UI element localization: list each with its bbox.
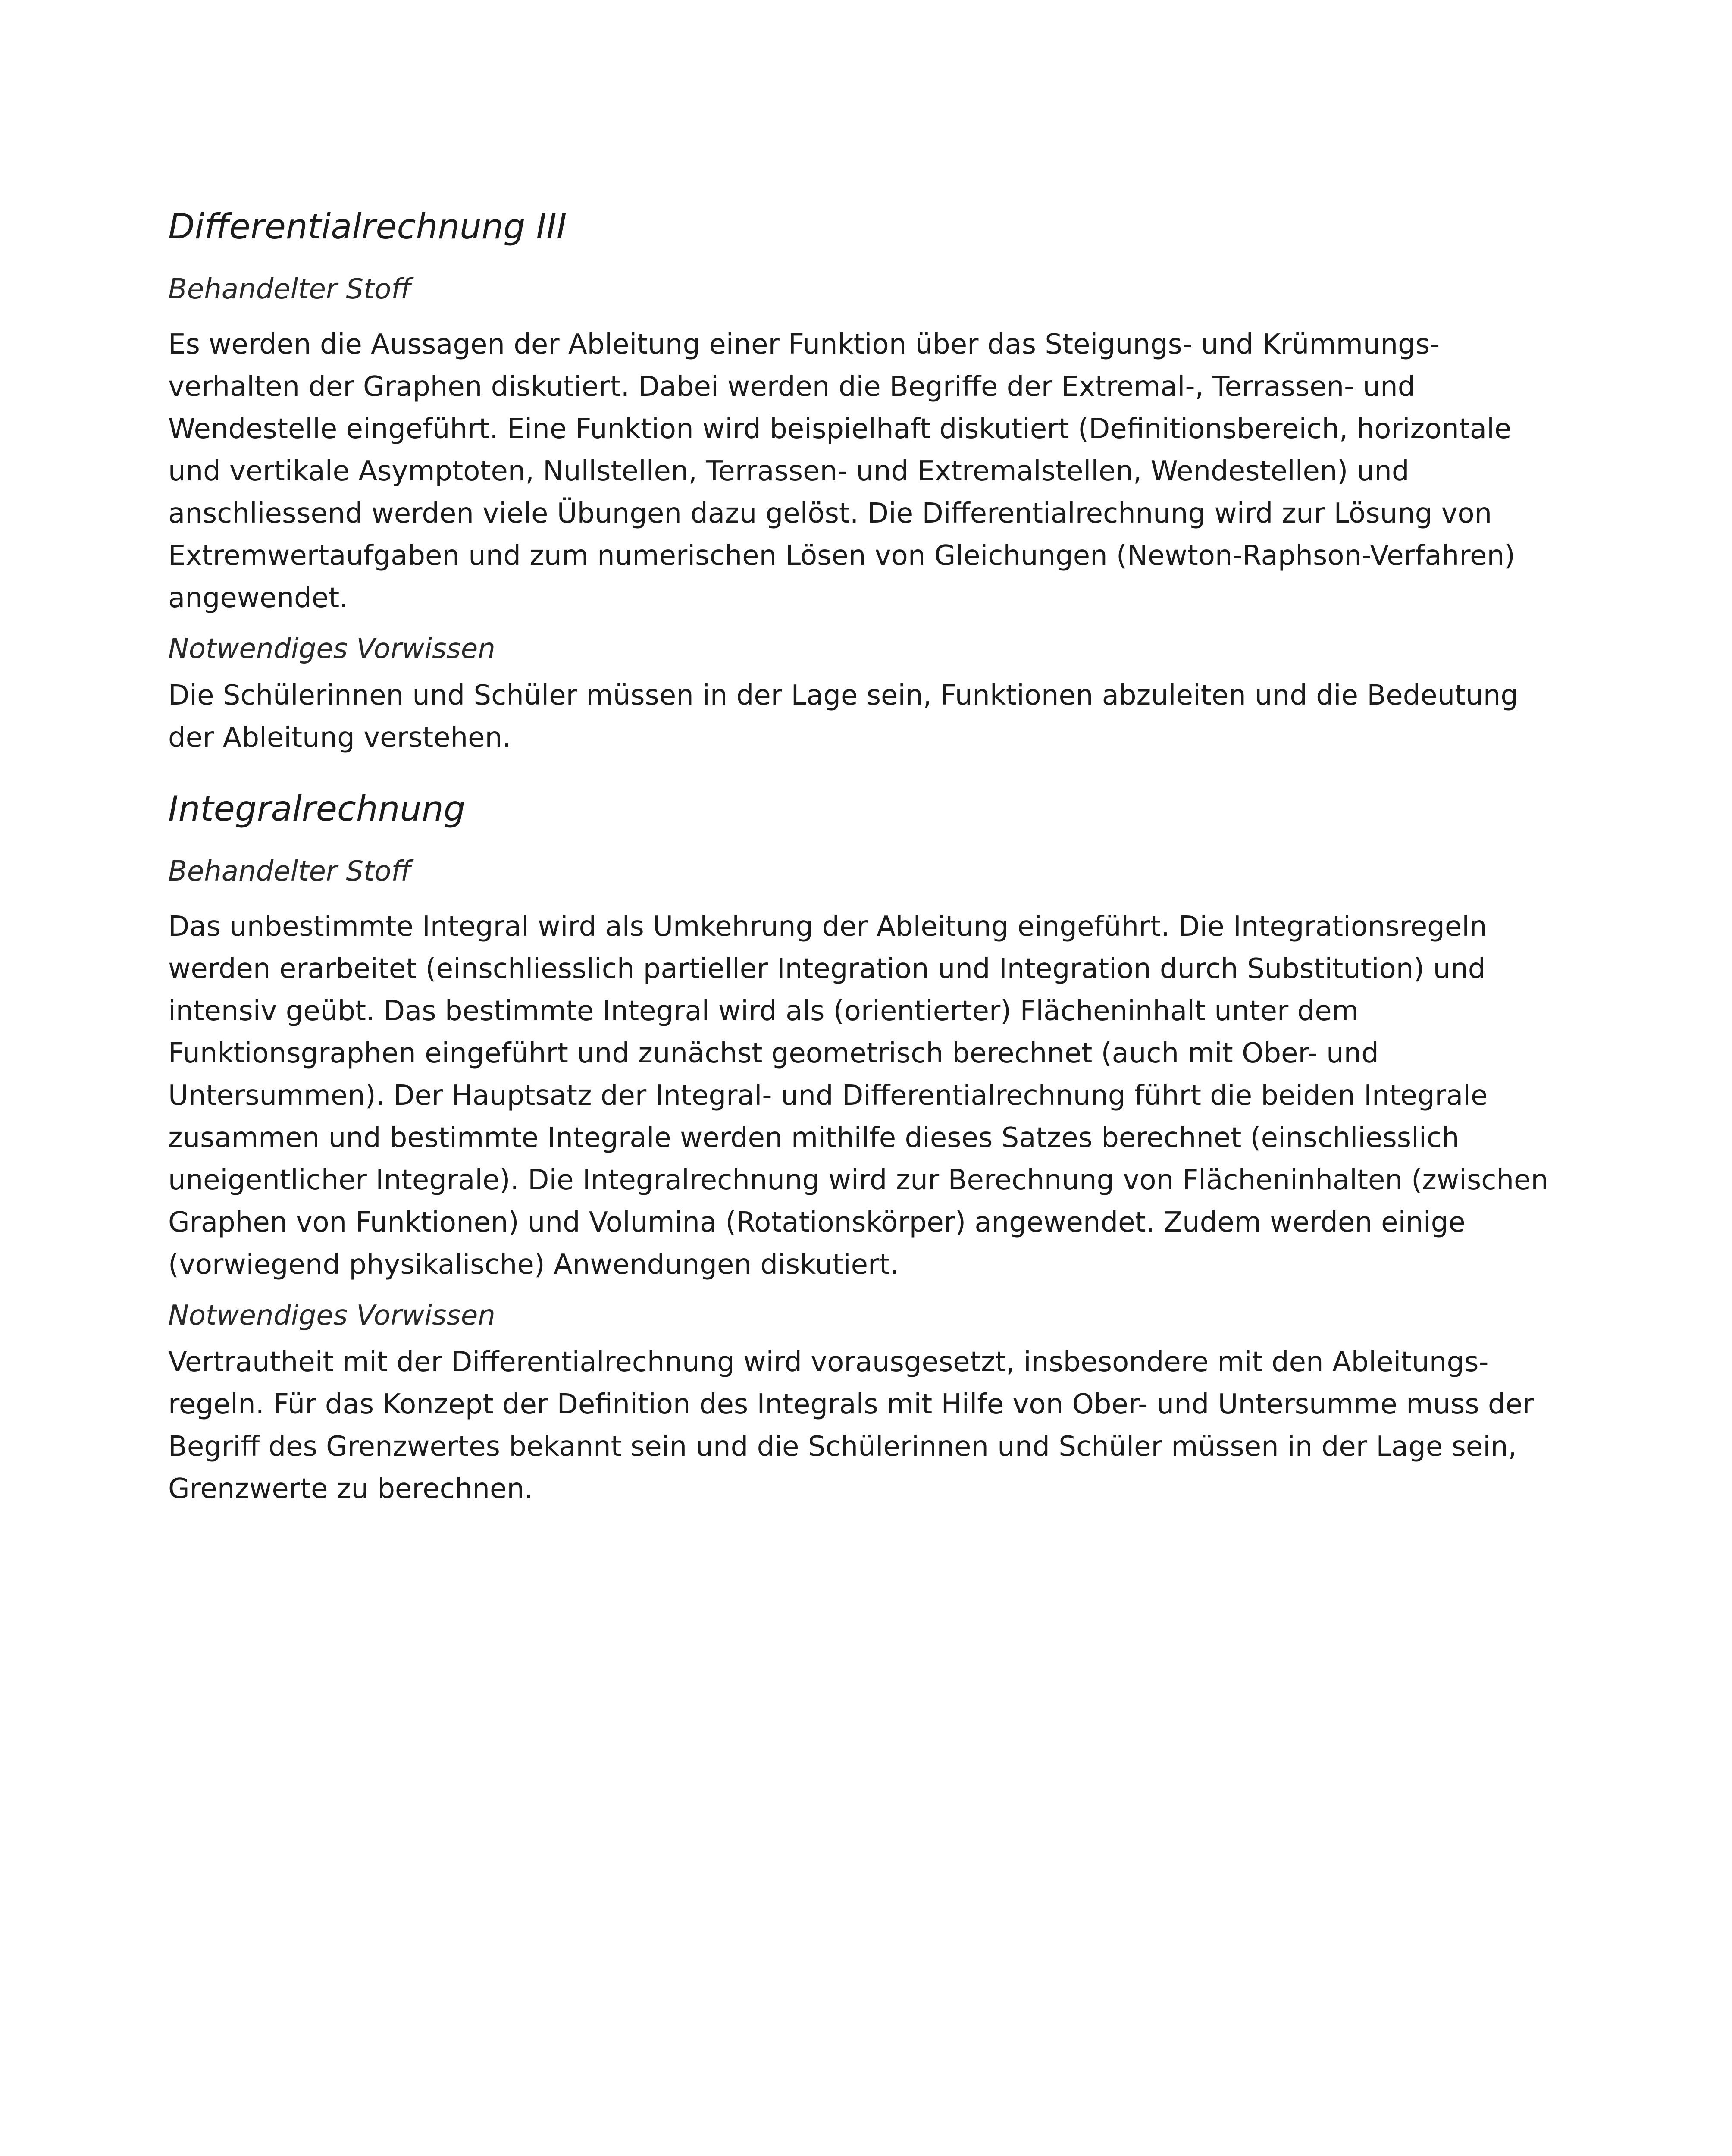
- text-line: Wendestelle eingeführt. Eine Funktion wird beispielhaft diskutiert (Definitionsbereich, horizontale: [168, 413, 1512, 445]
- text-line: Die Schülerinnen und Schüler müssen in der Lage sein, Funktionen abzuleiten und die Bedeutung: [168, 680, 1518, 711]
- section-title: Differentialrechnung III: [168, 207, 567, 247]
- text-line: regeln. Für das Konzept der Definition des Integrals mit Hilfe von Ober- und Untersumme muss der: [168, 1388, 1534, 1420]
- text-line: anschliessend werden viele Übungen dazu gelöst. Die Differentialrechnung wird zur Lösung von: [168, 498, 1492, 530]
- text-line: (vorwiegend physikalische) Anwendungen diskutiert.: [168, 1249, 899, 1281]
- text-line: Vertrautheit mit der Differentialrechnung wird vorausgesetzt, insbesondere mit den Ableitungs-: [168, 1346, 1489, 1378]
- text-line: Funktionsgraphen eingeführt und zunächst geometrisch berechnet (auch mit Ober- und: [168, 1037, 1379, 1069]
- text-line: werden erarbeitet (einschliesslich partieller Integration und Integration durch Substitution) und: [168, 953, 1486, 985]
- subsection-heading-vorwissen: Notwendiges Vorwissen: [168, 633, 495, 665]
- text-line: Untersummen). Der Hauptsatz der Integral- und Differentialrechnung führt die beiden Integrale: [168, 1080, 1488, 1112]
- text-line: verhalten der Graphen diskutiert. Dabei werden die Begriffe der Extremal-, Terrassen- und: [168, 371, 1416, 403]
- vorwissen-paragraph: [168, 674, 1518, 759]
- section-title: Integralrechnung: [168, 789, 466, 829]
- subsection-heading-stoff: Behandelter Stoff: [168, 273, 411, 305]
- text-line: Graphen von Funktionen) und Volumina (Rotationskörper) angewendet. Zudem werden einige: [168, 1206, 1466, 1238]
- vorwissen-paragraph: [168, 1341, 1534, 1510]
- page-content: [168, 203, 1548, 1510]
- text-line: Das unbestimmte Integral wird als Umkehrung der Ableitung eingeführt. Die Integrationsregeln: [168, 911, 1487, 943]
- text-line: zusammen und bestimmte Integrale werden mithilfe dieses Satzes berechnet (einschliesslich: [168, 1122, 1460, 1154]
- text-line: uneigentlicher Integrale). Die Integralrechnung wird zur Berechnung von Flächeninhalten (zwischen: [168, 1164, 1548, 1196]
- text-line: Es werden die Aussagen der Ableitung einer Funktion über das Steigungs- und Krümmungs-: [168, 329, 1440, 360]
- section-differentialrechnung: [168, 203, 1518, 759]
- text-line: und vertikale Asymptoten, Nullstellen, Terrassen- und Extremalstellen, Wendestellen) und: [168, 455, 1409, 487]
- subsection-heading-stoff: Behandelter Stoff: [168, 856, 411, 887]
- text-line: Extremwertaufgaben und zum numerischen Lösen von Gleichungen (Newton-Raphson-Verfahren): [168, 540, 1515, 572]
- text-line: der Ableitung verstehen.: [168, 722, 511, 754]
- stoff-paragraph: [168, 323, 1513, 619]
- subsection-heading-vorwissen: Notwendiges Vorwissen: [168, 1300, 495, 1332]
- stoff-paragraph: [168, 906, 1548, 1286]
- section-integralrechnung: [168, 785, 1548, 1510]
- text-line: Begriff des Grenzwertes bekannt sein und die Schülerinnen und Schüler müssen in der Lage sein,: [168, 1431, 1517, 1463]
- text-line: intensiv geübt. Das bestimmte Integral wird als (orientierter) Flächeninhalt unter dem: [168, 995, 1359, 1027]
- text-line: Grenzwerte zu berechnen.: [168, 1473, 533, 1505]
- text-line: angewendet.: [168, 582, 348, 614]
